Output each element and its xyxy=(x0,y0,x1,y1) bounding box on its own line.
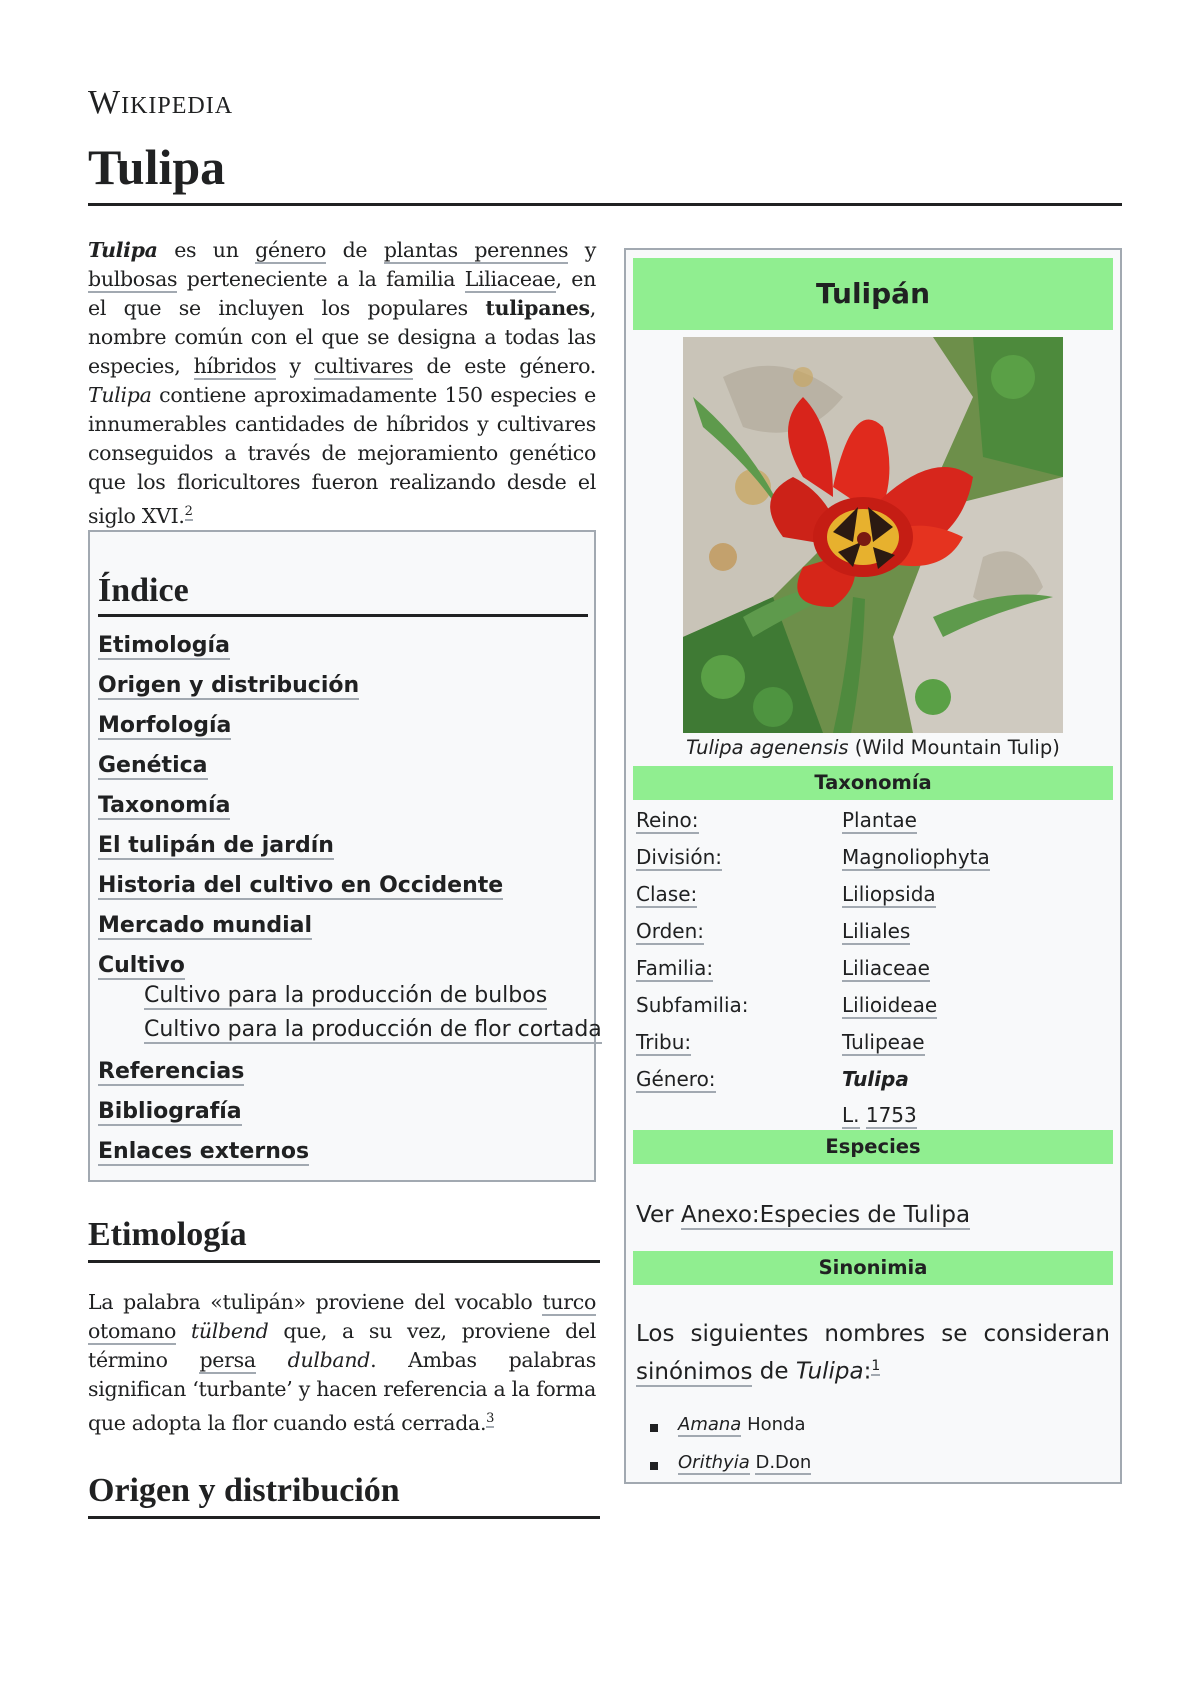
toc-item xyxy=(98,671,586,711)
toc-link-mercado[interactable]: Mercado mundial xyxy=(98,913,312,938)
italic-tulbend: tülbend xyxy=(190,1319,269,1343)
section-heading-origen: Origen y distribución xyxy=(88,1472,600,1519)
toc-item xyxy=(98,791,586,831)
intro-text: perteneciente a la familia xyxy=(177,267,465,291)
synonym-author: Honda xyxy=(747,1414,806,1435)
synonym-name-link[interactable]: Amana xyxy=(678,1414,742,1435)
syn-italic: Tulipa xyxy=(795,1358,864,1385)
taxonomy-key[interactable]: División: xyxy=(636,845,722,869)
taxonomy-row xyxy=(636,956,1116,986)
toc-item xyxy=(98,871,586,911)
taxonomy-row xyxy=(636,1030,1116,1060)
taxonomy-key: Subfamilia: xyxy=(636,993,749,1017)
intro-text: y xyxy=(568,238,597,262)
taxonomy-row xyxy=(636,919,1116,949)
taxonomy-value[interactable]: Magnoliophyta xyxy=(842,845,990,869)
taxonomy-value[interactable]: Plantae xyxy=(842,808,917,832)
taxonomy-authority xyxy=(636,1103,1116,1133)
table-of-contents xyxy=(88,530,602,1182)
link-turco-otomano[interactable]: turco otomano xyxy=(88,1290,596,1343)
etym-text: La palabra «tulipán» proviene del vocablo xyxy=(88,1290,543,1314)
intro-text: de xyxy=(326,238,384,262)
authority-year-link[interactable]: 1753 xyxy=(865,1103,917,1127)
section-heading-etimologia: Etimología xyxy=(88,1216,600,1263)
toc-item xyxy=(98,1137,586,1177)
link-plantas-perennes[interactable]: plantas perennes xyxy=(383,238,569,262)
etym-text: que, a su vez, proviene del término xyxy=(88,1319,596,1372)
tulip-photo[interactable] xyxy=(683,337,1063,733)
synonymy-header: Sinonimia xyxy=(633,1251,1113,1285)
etym-text xyxy=(176,1319,191,1343)
taxonomy-row xyxy=(636,882,1116,912)
taxonomy-value[interactable]: Liliaceae xyxy=(842,956,930,980)
caption-italic: Tulipa agenensis xyxy=(686,736,849,759)
syn-text: : xyxy=(863,1358,872,1385)
etym-text xyxy=(256,1348,288,1372)
reference-link[interactable]: 1 xyxy=(871,1358,881,1374)
bullet xyxy=(650,1462,658,1470)
taxonomy-key[interactable]: Clase: xyxy=(636,882,698,906)
taxonomy-value[interactable]: Lilioideae xyxy=(842,993,938,1017)
species-annex-link[interactable]: Anexo:Especies de Tulipa xyxy=(680,1202,971,1228)
toc-item xyxy=(98,911,586,951)
species-header: Especies xyxy=(633,1130,1113,1164)
wikipedia-logo[interactable]: Wikipedia xyxy=(88,84,234,121)
taxonomy-key[interactable]: Tribu: xyxy=(636,1030,692,1054)
link-cultivares[interactable]: cultivares xyxy=(313,354,414,378)
bold-tulipanes: tulipanes xyxy=(485,296,590,320)
toc-item xyxy=(98,711,586,751)
authority-link[interactable]: L. xyxy=(842,1103,860,1127)
toc-item xyxy=(98,831,586,871)
toc-link-bibliografia[interactable]: Bibliografía xyxy=(98,1099,242,1124)
toc-link-genetica[interactable]: Genética xyxy=(98,753,208,778)
tulip-photo-drawing xyxy=(683,337,1063,733)
toc-link-cultivo-flor[interactable]: Cultivo para la producción de flor cortada xyxy=(144,1017,602,1042)
taxonomy-value[interactable]: Tulipeae xyxy=(842,1030,925,1054)
toc-link-enlaces[interactable]: Enlaces externos xyxy=(98,1139,310,1164)
link-liliaceae[interactable]: Liliaceae xyxy=(464,267,556,291)
link-sinonimos[interactable]: sinónimos xyxy=(636,1358,753,1385)
taxonomy-key[interactable]: Reino: xyxy=(636,808,699,832)
taxonomy-row xyxy=(636,993,1116,1023)
taxonomy-value-genus: Tulipa xyxy=(842,1067,909,1091)
toc-link-cultivo-bulbos[interactable]: Cultivo para la producción de bulbos xyxy=(144,983,548,1008)
toc-link-referencias[interactable]: Referencias xyxy=(98,1059,245,1084)
link-bulbosas[interactable]: bulbosas xyxy=(88,267,178,291)
intro-paragraph xyxy=(88,236,596,531)
toc-link-cultivo[interactable]: Cultivo xyxy=(98,953,185,978)
intro-text: y xyxy=(276,354,314,378)
link-persa[interactable]: persa xyxy=(199,1348,256,1372)
toc-item xyxy=(98,751,586,791)
intro-text: , en el que se incluyen los populares xyxy=(88,267,597,320)
toc-title: Índice xyxy=(98,572,588,617)
reference-link[interactable]: 3 xyxy=(486,1411,495,1426)
etym-text: . Ambas palabras significan ‘turbante’ y hacen referencia a la forma que adopta la flor cuando está cerrada. xyxy=(88,1348,596,1435)
infobox xyxy=(624,248,1122,1484)
taxonomy-header: Taxonomía xyxy=(633,766,1113,800)
toc-link-morfologia[interactable]: Morfología xyxy=(98,713,232,738)
taxonomy-key[interactable]: Orden: xyxy=(636,919,705,943)
etimologia-paragraph xyxy=(88,1288,596,1438)
page-title: Tulipa xyxy=(88,140,1122,206)
synonym-author-link[interactable]: D.Don xyxy=(755,1452,812,1473)
toc-link-historia[interactable]: Historia del cultivo en Occidente xyxy=(98,873,504,898)
toc-subitem xyxy=(98,1015,602,1057)
intro-term: Tulipa xyxy=(88,238,158,262)
link-genero[interactable]: género xyxy=(255,238,327,262)
intro-text: de este género. xyxy=(413,354,596,378)
toc-item xyxy=(98,1097,586,1137)
toc-item xyxy=(98,1057,586,1097)
taxonomy-value[interactable]: Liliales xyxy=(842,919,911,943)
toc-link-taxonomia[interactable]: Taxonomía xyxy=(98,793,231,818)
taxonomy-key[interactable]: Familia: xyxy=(636,956,714,980)
toc-link-etimologia[interactable]: Etimología xyxy=(98,633,230,658)
taxonomy-row xyxy=(636,808,1116,838)
caption-text: (Wild Mountain Tulip) xyxy=(848,736,1060,759)
intro-text: , nombre común con el que se designa a todas las especies, xyxy=(88,296,596,378)
intro-text: es un xyxy=(157,238,256,262)
syn-text: Los siguientes nombres se consideran xyxy=(636,1321,1110,1347)
infobox-title: Tulipán xyxy=(633,258,1113,330)
toc-item xyxy=(98,631,586,671)
taxonomy-value[interactable]: Liliopsida xyxy=(842,882,936,906)
syn-text: de xyxy=(752,1358,796,1385)
reference-link[interactable]: 2 xyxy=(184,504,193,519)
bullet xyxy=(650,1424,658,1432)
taxonomy-row xyxy=(636,845,1116,875)
italic-tulipa: Tulipa xyxy=(88,383,152,407)
synonymy-text xyxy=(636,1318,1110,1388)
toc-link-origen[interactable]: Origen y distribución xyxy=(98,673,360,698)
synonym-name-link[interactable]: Orithyia xyxy=(678,1452,750,1473)
toc-item xyxy=(98,951,586,981)
taxonomy-key[interactable]: Género: xyxy=(636,1067,716,1091)
toc-subitem xyxy=(98,981,586,1015)
photo-caption xyxy=(633,736,1113,759)
link-hibridos[interactable]: híbridos xyxy=(193,354,277,378)
italic-dulband: dulband xyxy=(287,1348,371,1372)
intro-text: contiene aproximadamente 150 especies e innumerables cantidades de híbridos y cultivares conseguidos a través de mejoramiento genético que los floricultores fueron realizando desde el siglo XVI. xyxy=(88,383,596,528)
toc-link-tulipan-jardin[interactable]: El tulipán de jardín xyxy=(98,833,334,858)
species-prefix: Ver xyxy=(636,1202,681,1228)
taxonomy-row xyxy=(636,1067,1116,1097)
species-text xyxy=(636,1202,970,1228)
